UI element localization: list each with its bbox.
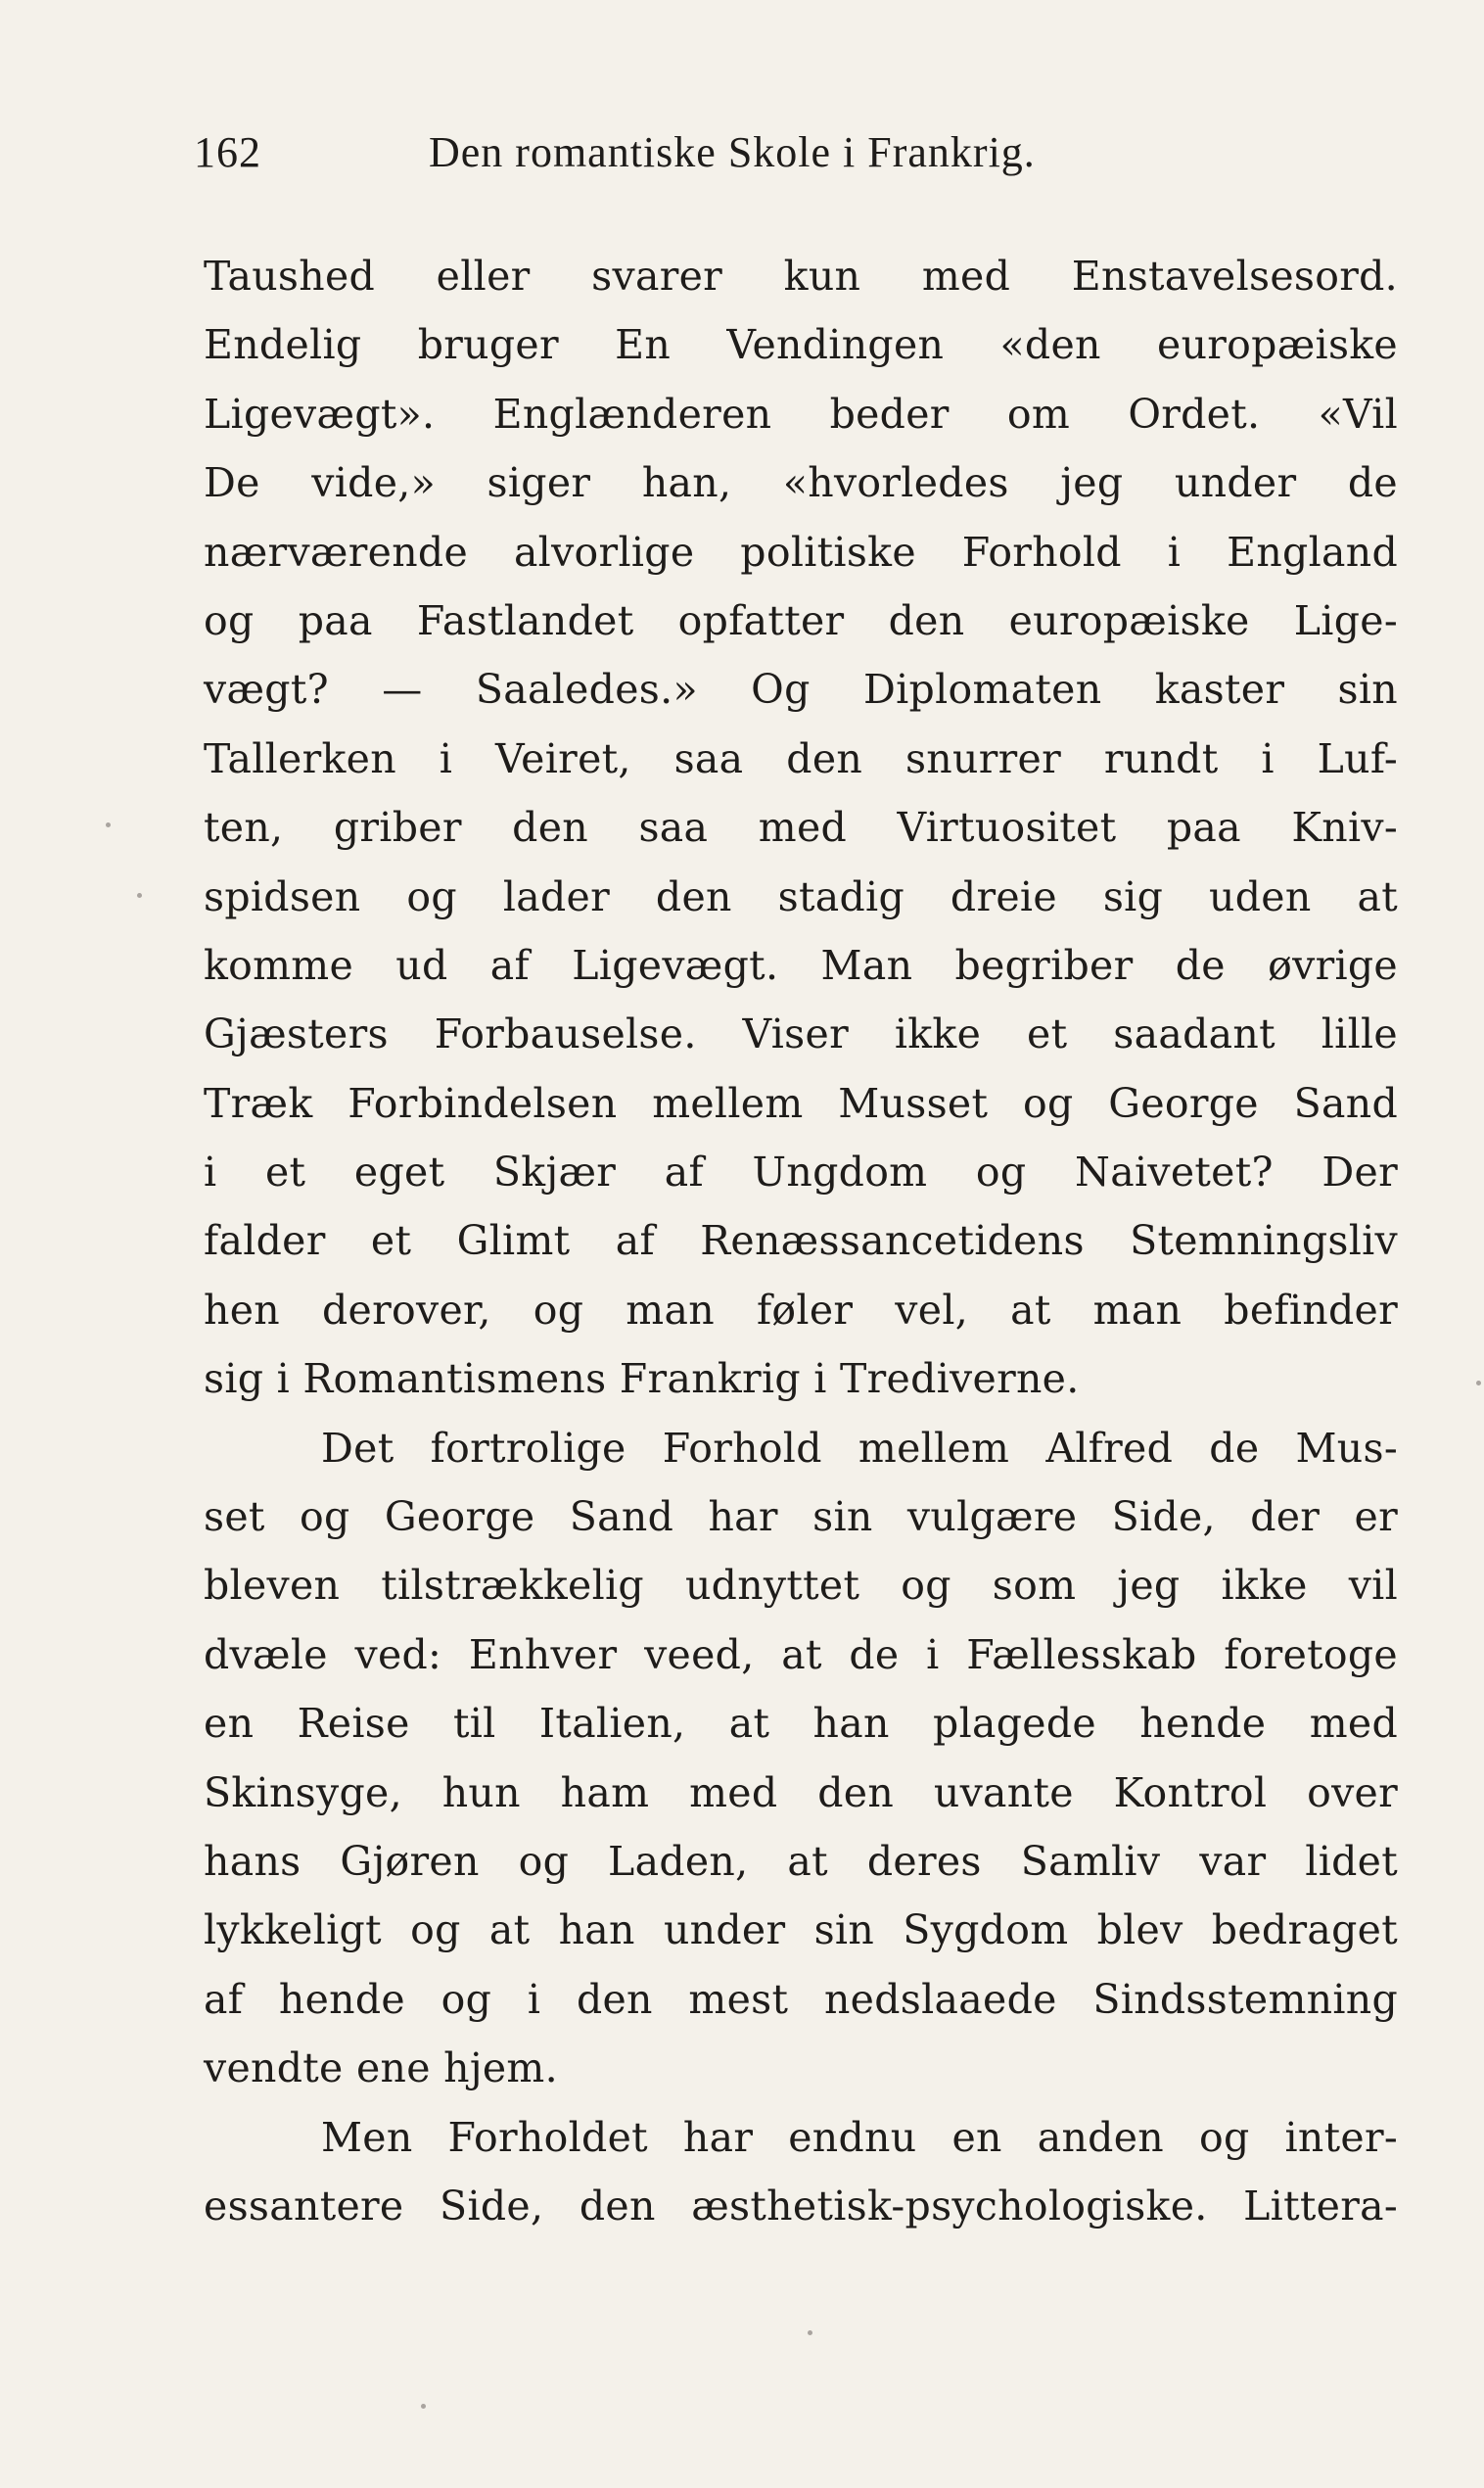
text-line: Gjæsters Forbauselse. Viser ikke et saadant lille — [204, 1010, 1398, 1058]
text-line: og paa Fastlandet opfatter den europæiske Lige- — [204, 596, 1398, 644]
text-line: spidsen og lader den stadig dreie sig uden at — [204, 872, 1398, 920]
text-line: Træk Forbindelsen mellem Musset og George Sand — [204, 1079, 1398, 1127]
text-line: bleven tilstrækkelig udnyttet og som jeg ikke vil — [204, 1562, 1398, 1610]
text-line: i et eget Skjær af Ungdom og Naivetet? Der — [204, 1149, 1398, 1197]
paper-speck — [106, 822, 111, 827]
text-line: nærværende alvorlige politiske Forhold i England — [204, 528, 1398, 576]
text-line: hans Gjøren og Laden, at deres Samliv var lidet — [204, 1837, 1398, 1885]
running-title: Den romantiske Skole i Frankrig. — [429, 128, 1036, 176]
text-line: essantere Side, den æsthetisk-psychologiske. Littera- — [204, 2182, 1398, 2230]
text-line: Ligevægt». Englænderen beder om Ordet. «Vil — [204, 390, 1398, 438]
paper-speck — [1476, 1381, 1481, 1385]
text-line: vægt? — Saaledes.» Og Diplomaten kaster sin — [204, 666, 1398, 714]
text-line: hen derover, og man føler vel, at man befinder — [204, 1286, 1398, 1334]
text-line: Endelig bruger En Vendingen «den europæiske — [204, 321, 1398, 369]
text-line: komme ud af Ligevægt. Man begriber de øvrige — [204, 941, 1398, 989]
text-line: set og George Sand har sin vulgære Side, der er — [204, 1493, 1398, 1541]
paper-speck — [137, 893, 142, 898]
body-text — [204, 242, 1398, 2240]
text-line: De vide,» siger han, «hvorledes jeg under de — [204, 459, 1398, 507]
paper-speck — [421, 2404, 426, 2409]
text-line: en Reise til Italien, at han plagede hende med — [204, 1700, 1398, 1748]
paragraph-end-line: vendte ene hjem. — [204, 2044, 558, 2092]
text-line: ten, griber den saa med Virtuositet paa Kniv- — [204, 804, 1398, 852]
paragraph-start-line: Men Forholdet har endnu en anden og inter- — [321, 2113, 1398, 2161]
text-line: lykkeligt og at han under sin Sygdom blev bedraget — [204, 1906, 1398, 1954]
paragraph-end-line: sig i Romantismens Frankrig i Trediverne. — [204, 1355, 1080, 1403]
text-line: falder et Glimt af Renæssancetidens Stemningsliv — [204, 1217, 1398, 1265]
paragraph-start-line: Det fortrolige Forhold mellem Alfred de Mus- — [321, 1424, 1398, 1472]
text-line: Taushed eller svarer kun med Enstavelsesord. — [204, 253, 1398, 300]
running-head — [194, 127, 1398, 186]
text-line: Tallerken i Veiret, saa den snurrer rundt i Luf- — [204, 734, 1398, 782]
paper-speck — [808, 2330, 812, 2335]
text-line: dvæle ved: Enhver veed, at de i Fællesskab foretoge — [204, 1630, 1398, 1678]
text-line: Skinsyge, hun ham med den uvante Kontrol over — [204, 1768, 1398, 1816]
text-line: af hende og i den mest nedslaaede Sindsstemning — [204, 1975, 1398, 2023]
page-number: 162 — [194, 128, 261, 176]
